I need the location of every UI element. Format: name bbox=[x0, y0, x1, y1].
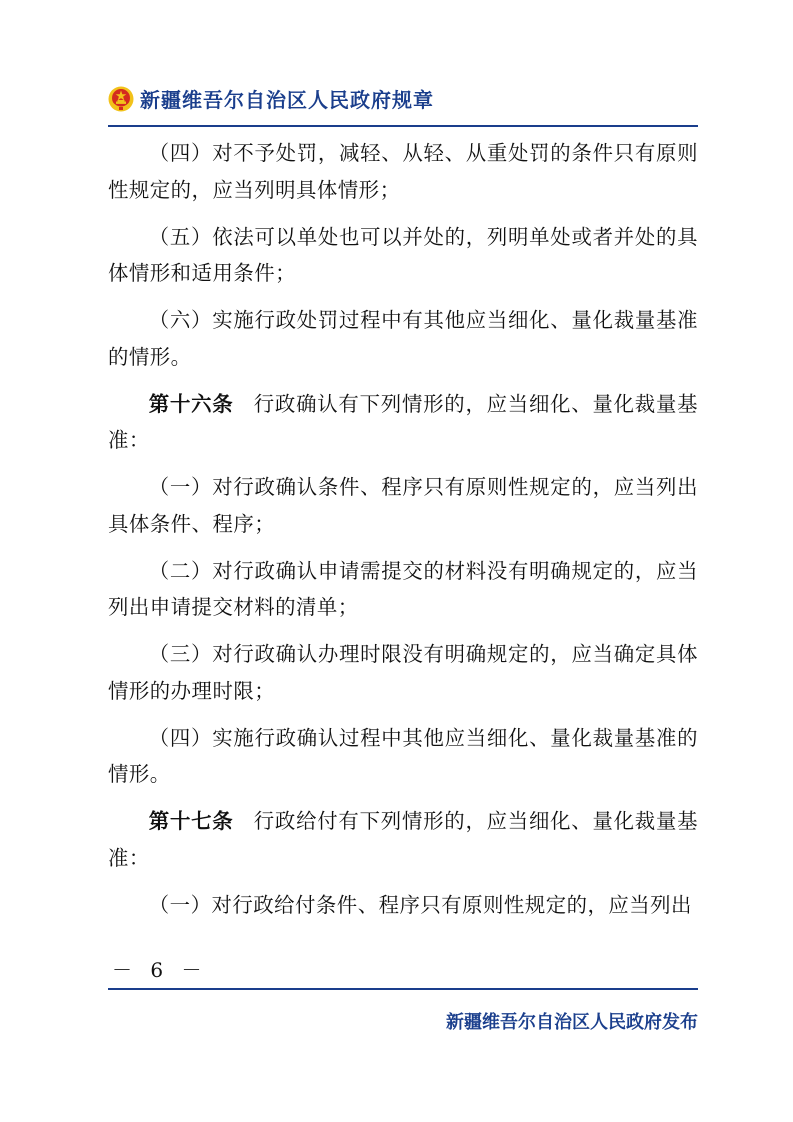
paragraph-text: （二）对行政确认申请需提交的材料没有明确规定的，应当列出申请提交材料的清单； bbox=[108, 558, 698, 619]
paragraph bbox=[108, 553, 698, 626]
paragraph bbox=[108, 636, 698, 709]
article-paragraph bbox=[108, 803, 698, 876]
article-number: 第十七条 bbox=[148, 809, 234, 833]
paragraph-text: （五）依法可以单处也可以并处的，列明单处或者并处的具体情形和适用条件； bbox=[108, 224, 698, 285]
national-emblem-icon bbox=[108, 86, 134, 112]
paragraph-text: （四）对不予处罚，减轻、从轻、从重处罚的条件只有原则性规定的，应当列明具体情形； bbox=[108, 141, 698, 202]
paragraph-text: （三）对行政确认办理时限没有明确规定的，应当确定具体情形的办理时限； bbox=[108, 642, 698, 703]
document-body bbox=[108, 135, 698, 934]
paragraph bbox=[108, 720, 698, 793]
paragraph-text: （四）实施行政确认过程中其他应当细化、量化裁量基准的情形。 bbox=[108, 725, 698, 786]
paragraph bbox=[108, 887, 698, 924]
header-title: 新疆维吾尔自治区人民政府规章 bbox=[140, 88, 434, 112]
footer-publisher: 新疆维吾尔自治区人民政府发布 bbox=[446, 1012, 698, 1033]
header-divider bbox=[108, 125, 698, 127]
paragraph bbox=[108, 219, 698, 292]
paragraph-text: （一）对行政给付条件、程序只有原则性规定的，应当列出 bbox=[148, 892, 692, 917]
paragraph-text: 行政确认有下列情形的，应当细化、量化裁量基准： bbox=[108, 391, 699, 452]
paragraph bbox=[108, 469, 698, 542]
article-paragraph bbox=[108, 386, 698, 459]
page-number: － 6 － bbox=[112, 958, 208, 982]
paragraph bbox=[108, 135, 698, 208]
paragraph-text: （六）实施行政处罚过程中有其他应当细化、量化裁量基准的情形。 bbox=[108, 308, 698, 369]
footer-divider bbox=[108, 988, 698, 990]
paragraph bbox=[108, 302, 698, 375]
page-header bbox=[108, 84, 698, 124]
article-number: 第十六条 bbox=[148, 391, 234, 416]
paragraph-text: （一）对行政确认条件、程序只有原则性规定的，应当列出具体条件、程序； bbox=[108, 475, 698, 536]
paragraph-text: 行政给付有下列情形的，应当细化、量化裁量基准： bbox=[108, 809, 699, 870]
